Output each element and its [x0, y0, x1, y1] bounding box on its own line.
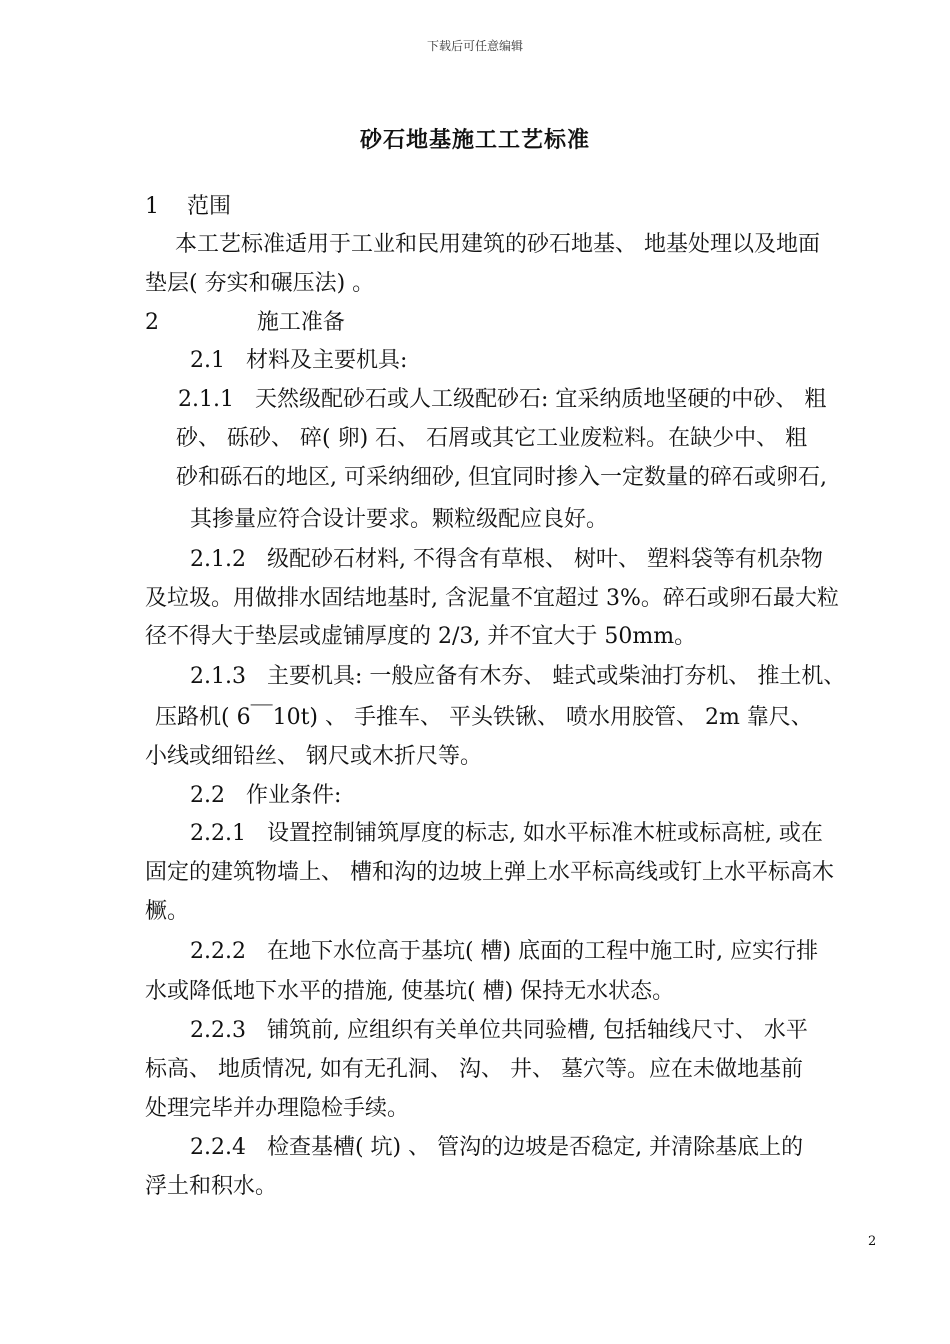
paragraph-line: 2.1.1 天然级配砂石或人工级配砂石: 宜采纳质地坚硬的中砂、 粗: [178, 387, 827, 412]
paragraph-line: 标高、 地质情况, 如有无孔洞、 沟、 井、 墓穴等。应在未做地基前: [145, 1057, 803, 1082]
paragraph-line: 2.1.2 级配砂石材料, 不得含有草根、 树叶、 塑料袋等有机杂物: [190, 547, 823, 572]
subsection-2-2-heading: 2.2 作业条件:: [190, 783, 342, 808]
paragraph-line: 径不得大于垫层或虚铺厚度的 2/3, 并不宜大于 50mm。: [145, 624, 697, 649]
paragraph-line: 其掺量应符合设计要求。颗粒级配应良好。: [190, 507, 609, 532]
section-1-heading: 1 范围: [145, 194, 231, 219]
paragraph-line: 垫层( 夯实和碾压法) 。: [145, 271, 375, 296]
section-2-heading: 2 施工准备: [145, 310, 345, 335]
page-header: 下载后可任意编辑: [426, 39, 523, 53]
paragraph-line: 2.2.4 检查基槽( 坑) 、 管沟的边坡是否稳定, 并清除基底上的: [190, 1135, 804, 1160]
paragraph-line: 固定的建筑物墙上、 槽和沟的边坡上弹上水平标高线或钉上水平标高木: [145, 860, 834, 885]
paragraph-line: 浮土和积水。: [145, 1174, 278, 1199]
page-number: 2: [868, 1234, 877, 1249]
paragraph-line: 水或降低地下水平的措施, 使基坑( 槽) 保持无水状态。: [145, 979, 675, 1004]
paragraph-line: 2.2.2 在地下水位高于基坑( 槽) 底面的工程中施工时, 应实行排: [190, 939, 819, 964]
paragraph-line: 小线或细铅丝、 钢尺或木折尺等。: [145, 744, 482, 769]
paragraph-line: 本工艺标准适用于工业和民用建筑的砂石地基、 地基处理以及地面: [175, 232, 820, 257]
document-title: 砂石地基施工工艺标准: [359, 127, 590, 153]
subsection-2-1-heading: 2.1 材料及主要机具:: [190, 348, 408, 373]
paragraph-line: 2.1.3 主要机具: 一般应备有木夯、 蛙式或柴油打夯机、 推土机、: [190, 664, 846, 689]
paragraph-line: 砂和砾石的地区, 可采纳细砂, 但宜同时掺入一定数量的碎石或卵石,: [176, 465, 827, 490]
paragraph-line: 及垃圾。用做排水固结地基时, 含泥量不宜超过 3%。碎石或卵石最大粒: [145, 586, 839, 611]
paragraph-line: 压路机( 6￣10t) 、 手推车、 平头铁锹、 喷水用胶管、 2m 靠尺、: [155, 705, 813, 730]
paragraph-line: 处理完毕并办理隐检手续。: [145, 1096, 410, 1121]
paragraph-line: 2.2.3 铺筑前, 应组织有关单位共同验槽, 包括轴线尺寸、 水平: [190, 1018, 808, 1043]
paragraph-line: 砂、 砾砂、 碎( 卵) 石、 石屑或其它工业废粒料。在缺少中、 粗: [176, 426, 808, 451]
paragraph-line: 橛。: [145, 899, 190, 924]
paragraph-line: 2.2.1 设置控制铺筑厚度的标志, 如水平标准木桩或标高桩, 或在: [190, 821, 823, 846]
